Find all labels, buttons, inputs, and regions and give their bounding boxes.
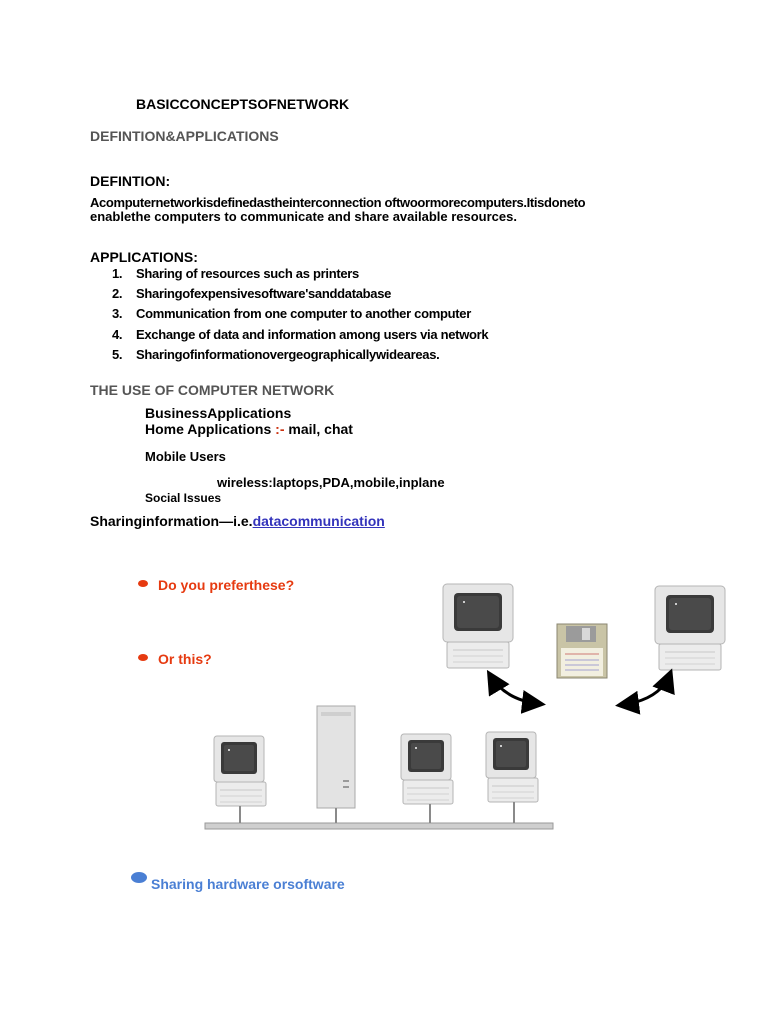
mobile-users: Mobile Users <box>145 449 226 464</box>
list-item-number: 3. <box>112 306 123 322</box>
page-title: BASICCONCEPTSOFNETWORK <box>136 96 350 112</box>
applications-heading: APPLICATIONS: <box>90 249 198 265</box>
blue-bullet-icon <box>131 872 147 883</box>
home-value: mail, chat <box>284 421 353 437</box>
network-bus-line <box>205 823 553 829</box>
list-item-number: 1. <box>112 266 123 281</box>
definition-heading: DEFINTION: <box>90 173 171 189</box>
list-item-text: Exchange of data and information among users via network <box>136 326 489 342</box>
data-communication-link[interactable]: datacommunication <box>252 513 385 529</box>
business-applications: BusinessApplications <box>145 405 292 421</box>
page-subtitle: DEFINTION&APPLICATIONS <box>90 128 279 144</box>
list-item-text: Sharingofexpensivesoftware'sanddatabase <box>136 286 392 302</box>
sharing-prefix: Sharinginformation—i.e. <box>90 513 253 529</box>
curved-arrow-icon <box>490 675 540 704</box>
social-issues: Social Issues <box>145 491 222 505</box>
list-item-number: 2. <box>112 286 123 302</box>
computer-icon <box>486 732 538 802</box>
home-label: Home Applications <box>145 421 276 437</box>
question-prefer-these: Do you preferthese? <box>158 577 295 593</box>
computer-icon <box>214 736 266 806</box>
wireless-devices: wireless:laptops,PDA,mobile,inplane <box>217 475 445 490</box>
computer-icon <box>655 586 725 670</box>
computer-icon <box>401 734 453 804</box>
sharing-hardware-bullet: Sharing hardware orsoftware <box>151 876 345 892</box>
computer-icon <box>443 584 513 668</box>
list-item-text: Sharing of resources such as printers <box>136 266 359 281</box>
definition-line-2: enablethe computers to communicate and share available resources. <box>90 209 517 224</box>
definition-line-1: Acomputernetworkisdefinedastheinterconnection oftwoormorecomputers.Itisdoneto <box>90 195 586 210</box>
curved-arrow-icon <box>621 674 670 705</box>
list-item-text: Sharingofinformationovergeographicallywideareas. <box>136 346 440 362</box>
use-heading: THE USE OF COMPUTER NETWORK <box>90 382 335 398</box>
server-tower-icon <box>317 706 355 823</box>
floppy-disk-icon <box>557 624 607 678</box>
list-item-number: 4. <box>112 326 123 342</box>
list-item-text: Communication from one computer to another computer <box>136 306 471 322</box>
list-item-number: 5. <box>112 346 123 362</box>
home-separator: :- <box>275 421 285 437</box>
question-or-this: Or this? <box>158 651 212 667</box>
